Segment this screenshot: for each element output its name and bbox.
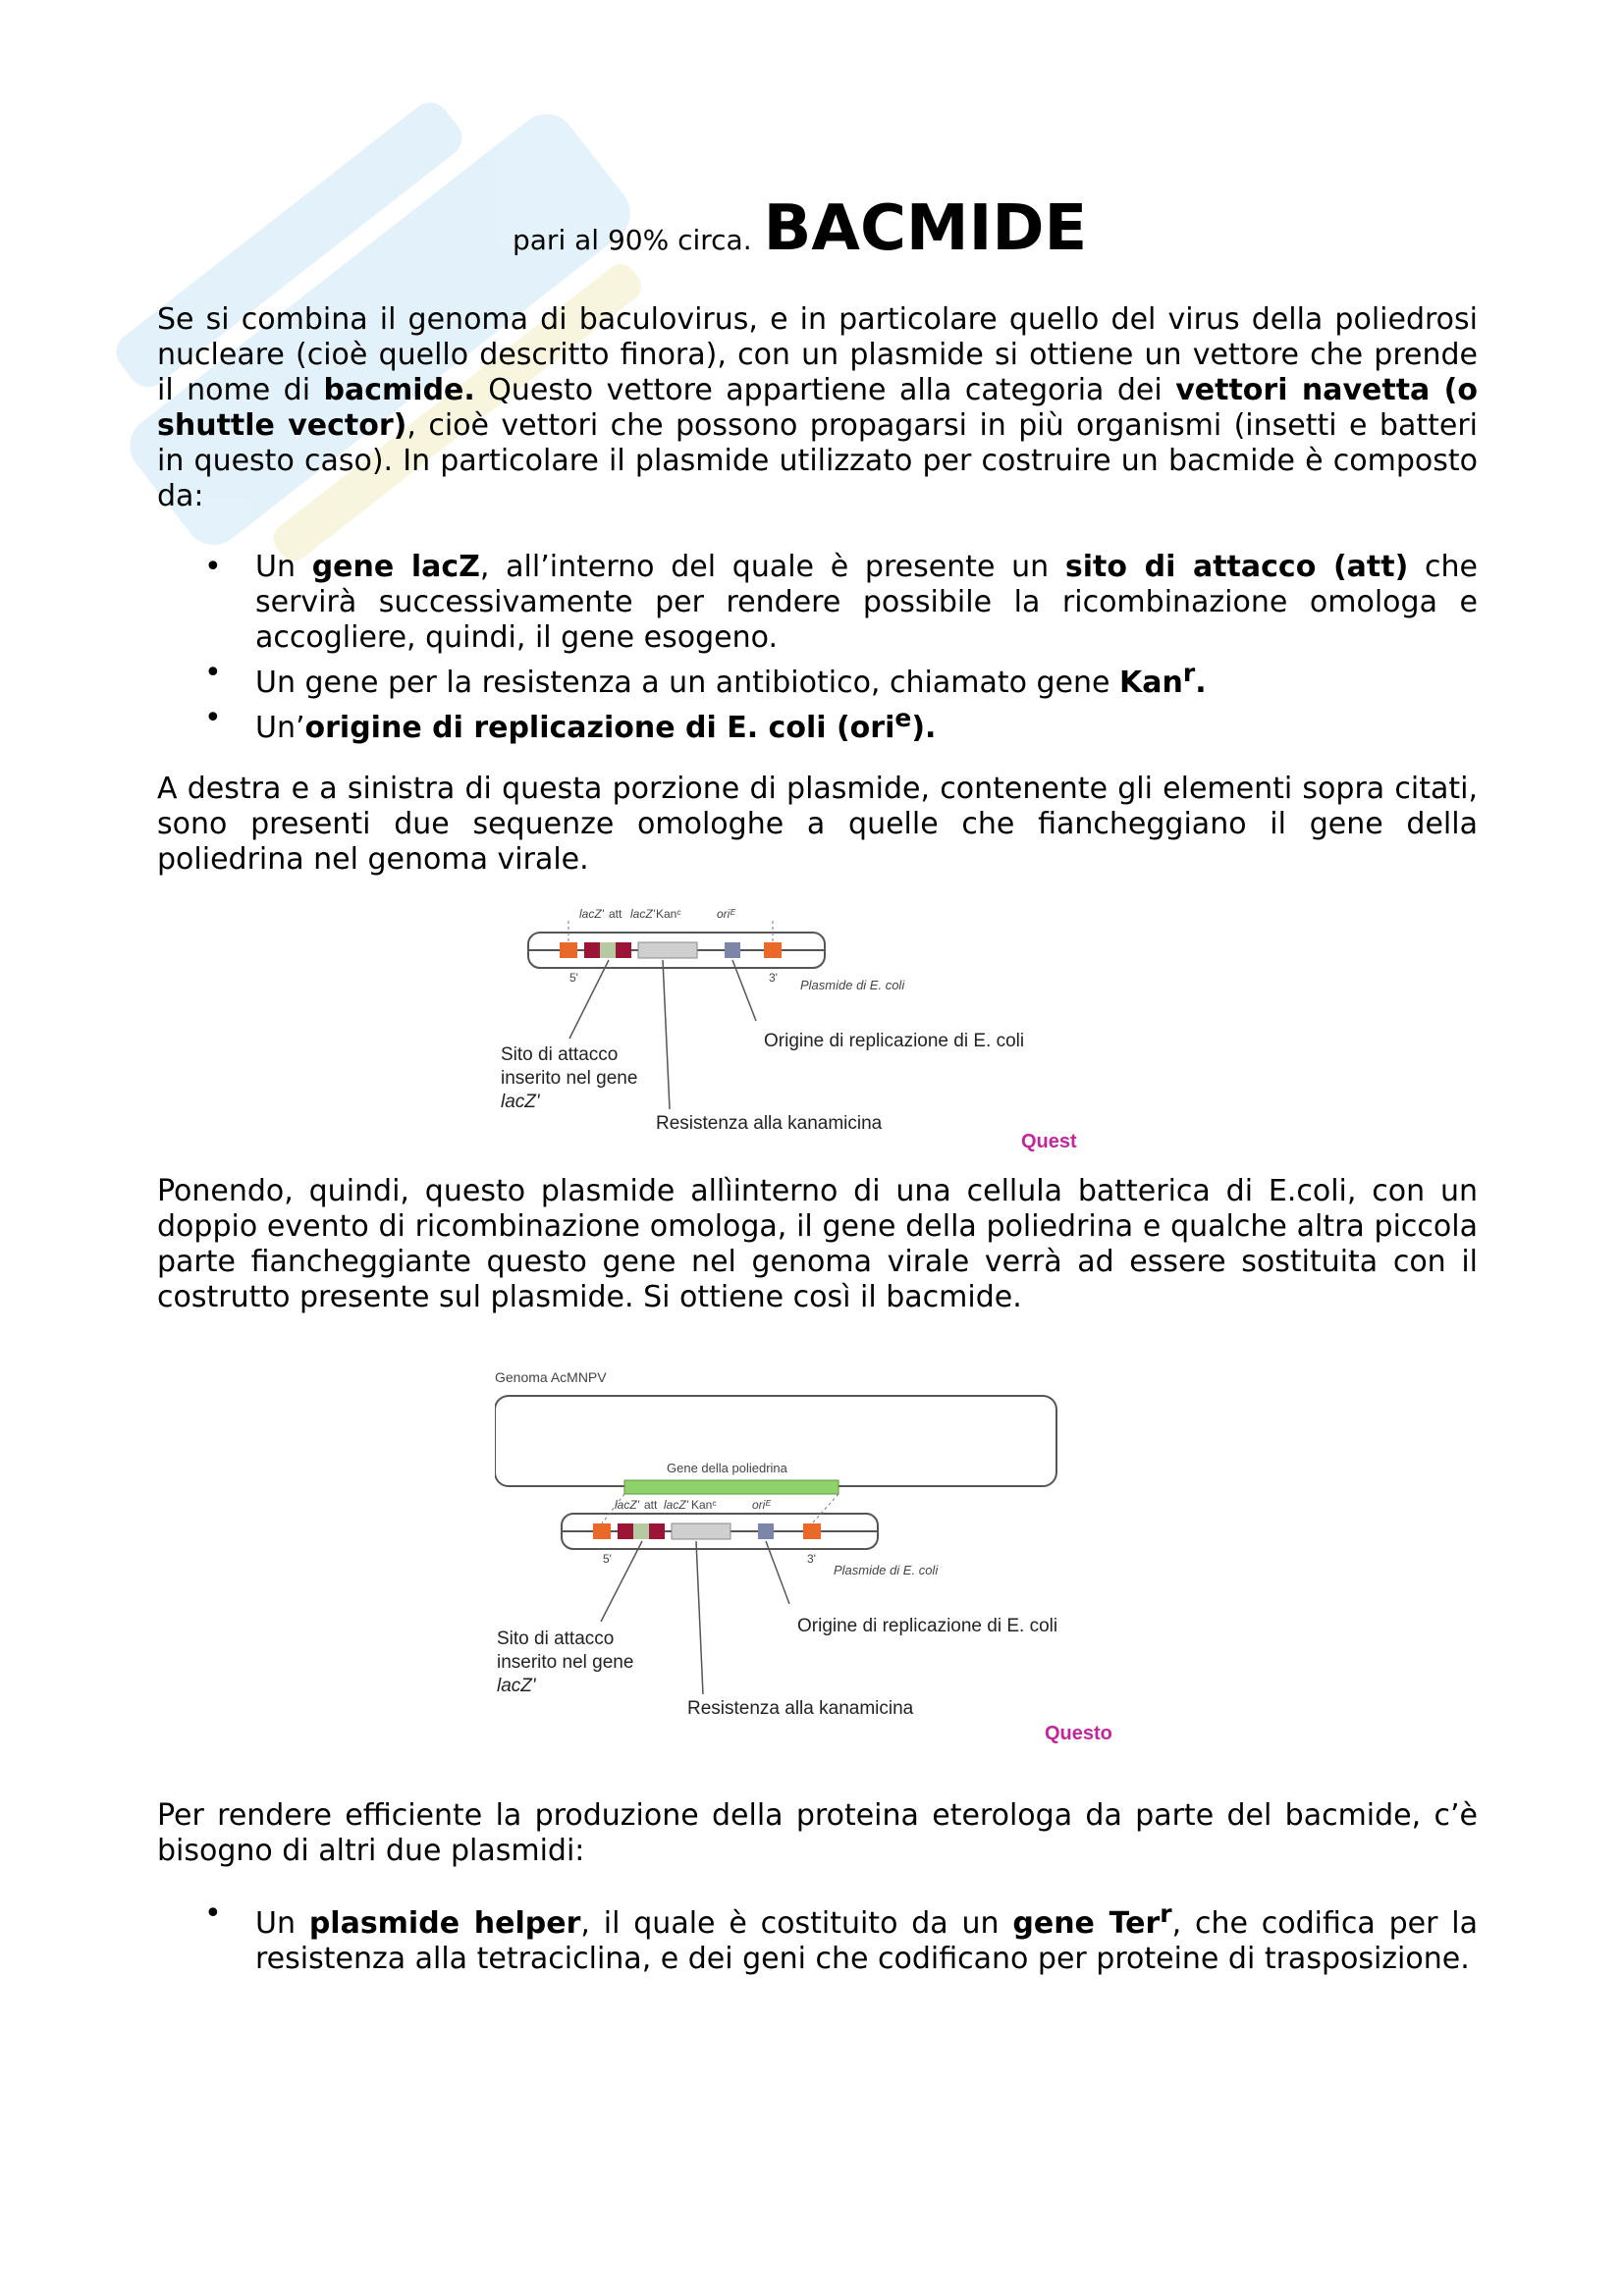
figure-watermark: Quest bbox=[1021, 1131, 1077, 1152]
page-title bbox=[513, 192, 1087, 265]
lacz-block-2 bbox=[616, 942, 631, 958]
kan-label: Kanᶜ bbox=[656, 907, 681, 921]
item-bold: . bbox=[1195, 666, 1207, 700]
bullet-icon: • bbox=[204, 1896, 222, 1931]
pointer-ori bbox=[766, 1541, 789, 1604]
five-prime-label: 5' bbox=[569, 971, 578, 985]
genome-label: Genoma AcMNPV bbox=[495, 1369, 607, 1385]
bullet-icon: • bbox=[204, 656, 222, 690]
att-block bbox=[633, 1523, 649, 1539]
resistance-label: Resistenza alla kanamicina bbox=[687, 1698, 914, 1719]
att-site-line-3: lacZ' bbox=[497, 1676, 536, 1696]
plasmid-label: Plasmide di E. coli bbox=[800, 978, 905, 992]
intro-text-2: Questo vettore appartiene alla categoria dei bbox=[474, 373, 1176, 407]
list-item bbox=[157, 656, 1478, 701]
item-text: , il quale è costituito da un bbox=[580, 1906, 1013, 1941]
kan-block bbox=[672, 1523, 730, 1539]
lacz-block-2 bbox=[649, 1523, 665, 1539]
att-label: att bbox=[609, 907, 622, 921]
list-item bbox=[157, 1896, 1478, 1977]
item-bold: ). bbox=[911, 711, 937, 745]
plasmid-figure-1 bbox=[491, 903, 1198, 1158]
intro-bold-1: bacmide. bbox=[323, 373, 475, 407]
item-superscript: e bbox=[894, 704, 912, 732]
item-bold: sito di attacco (att) bbox=[1064, 550, 1409, 584]
kan-label: Kanᶜ bbox=[691, 1498, 717, 1512]
lacz-label-1: lacZ' bbox=[579, 907, 604, 921]
plasmid-label: Plasmide di E. coli bbox=[834, 1563, 939, 1577]
recombination-paragraph: Ponendo, quindi, questo plasmide allìinterno di una cellula batterica di E.coli, con un doppio evento di ricombinazione omologa, il gene della poliedrina e qualche altra piccola parte fiancheggiante questo gene nel genoma virale verrà ad essere sostituita con il costrutto presente sul plasmide. Si ottiene così il bacmide. bbox=[157, 1174, 1478, 1314]
orange-block-5 bbox=[560, 942, 577, 958]
polyhedrin-gene-bar bbox=[624, 1480, 839, 1494]
components-list bbox=[157, 550, 1478, 746]
intro-bold-2: vettori navetta (o shuttle vector) bbox=[157, 373, 1478, 443]
ori-block bbox=[725, 942, 740, 958]
bullet-icon: • bbox=[204, 701, 222, 735]
lacz-label-2: lacZ' bbox=[630, 907, 655, 921]
three-prime-label: 3' bbox=[807, 1552, 816, 1566]
att-site-line-1: Sito di attacco bbox=[501, 1044, 619, 1065]
lacz-block-1 bbox=[618, 1523, 633, 1539]
lacz-block-1 bbox=[584, 942, 600, 958]
item-bold: plasmide helper bbox=[308, 1906, 581, 1941]
list-item bbox=[157, 701, 1478, 746]
orange-block-5 bbox=[593, 1523, 611, 1539]
ori-label: oriᴱ bbox=[752, 1498, 771, 1512]
orange-block-3 bbox=[803, 1523, 821, 1539]
item-text: , che codifica per la resistenza alla tetraciclina, e dei geni che codificano per proteine di trasposizione. bbox=[255, 1906, 1478, 1976]
title-prefix: pari al 90% circa. bbox=[513, 224, 752, 256]
lacz-label-1: lacZ' bbox=[615, 1498, 639, 1512]
item-text: Un bbox=[255, 550, 312, 584]
item-bold: Kan bbox=[1119, 666, 1183, 700]
pointer-kan bbox=[696, 1541, 703, 1694]
gene-label: Gene della poliedrina bbox=[667, 1461, 787, 1475]
origin-label: Origine di replicazione di E. coli bbox=[764, 1031, 1025, 1051]
item-text: Un bbox=[255, 1906, 309, 1941]
bullet-icon: • bbox=[204, 550, 222, 584]
item-superscript: r bbox=[1182, 659, 1196, 687]
genome-figure-2 bbox=[495, 1364, 1202, 1757]
att-block bbox=[600, 942, 616, 958]
resistance-label: Resistenza alla kanamicina bbox=[656, 1113, 883, 1134]
kan-block bbox=[638, 942, 697, 958]
intro-text-1: Se si combina il genoma di baculovirus, e in particolare quello del virus della poliedrosi nucleare (cioè quello descritto finora), con un plasmide si ottiene un vettore che prende il nome di bbox=[157, 302, 1478, 407]
att-site-line-3: lacZ' bbox=[501, 1092, 540, 1112]
three-prime-label: 3' bbox=[769, 971, 778, 985]
item-bold: origine di replicazione di E. coli (ori bbox=[304, 711, 895, 745]
intro-paragraph bbox=[157, 302, 1478, 514]
lacz-label-2: lacZ' bbox=[664, 1498, 688, 1512]
crossover-line bbox=[812, 1494, 839, 1523]
att-site-line-1: Sito di attacco bbox=[497, 1629, 615, 1649]
item-superscript: r bbox=[1160, 1899, 1172, 1928]
item-text: che servirà successivamente per rendere possibile la ricombinazione omologa e accogliere, quindi, il gene esogeno. bbox=[255, 550, 1478, 655]
five-prime-label: 5' bbox=[603, 1552, 612, 1566]
title-text: BACMIDE bbox=[763, 192, 1088, 265]
pointer-kan bbox=[663, 960, 670, 1109]
helper-intro-paragraph: Per rendere efficiente la produzione della proteina eterologa da parte del bacmide, c’è bisogno di altri due plasmidi: bbox=[157, 1798, 1478, 1868]
intro-text-3: , cioè vettori che possono propagarsi in più organismi (insetti e batteri in questo caso). In particolare il plasmide utilizzato per costruire un bacmide è composto da: bbox=[157, 408, 1478, 513]
origin-label: Origine di replicazione di E. coli bbox=[797, 1616, 1058, 1636]
flanking-paragraph: A destra e a sinistra di questa porzione di plasmide, contenente gli elementi sopra citati, sono presenti due sequenze omologhe a quelle che fiancheggiano il gene della poliedrina nel genoma virale. bbox=[157, 772, 1478, 877]
plasmids-list bbox=[157, 1896, 1478, 1977]
item-text: , all’interno del quale è presente un bbox=[479, 550, 1065, 584]
att-site-line-2: inserito nel gene bbox=[501, 1068, 638, 1089]
figure-watermark: Questo bbox=[1045, 1723, 1112, 1744]
att-label: att bbox=[644, 1498, 658, 1512]
list-item bbox=[157, 550, 1478, 656]
item-text: Un gene per la resistenza a un antibiotico, chiamato gene bbox=[255, 666, 1119, 700]
pointer-ori bbox=[732, 960, 756, 1021]
ori-label: oriᴱ bbox=[717, 907, 735, 921]
item-bold: gene Ter bbox=[1012, 1906, 1161, 1941]
item-text: Un’ bbox=[255, 711, 305, 745]
orange-block-3 bbox=[764, 942, 782, 958]
att-site-line-2: inserito nel gene bbox=[497, 1652, 634, 1673]
ori-block bbox=[758, 1523, 774, 1539]
item-bold: gene lacZ bbox=[311, 550, 480, 584]
